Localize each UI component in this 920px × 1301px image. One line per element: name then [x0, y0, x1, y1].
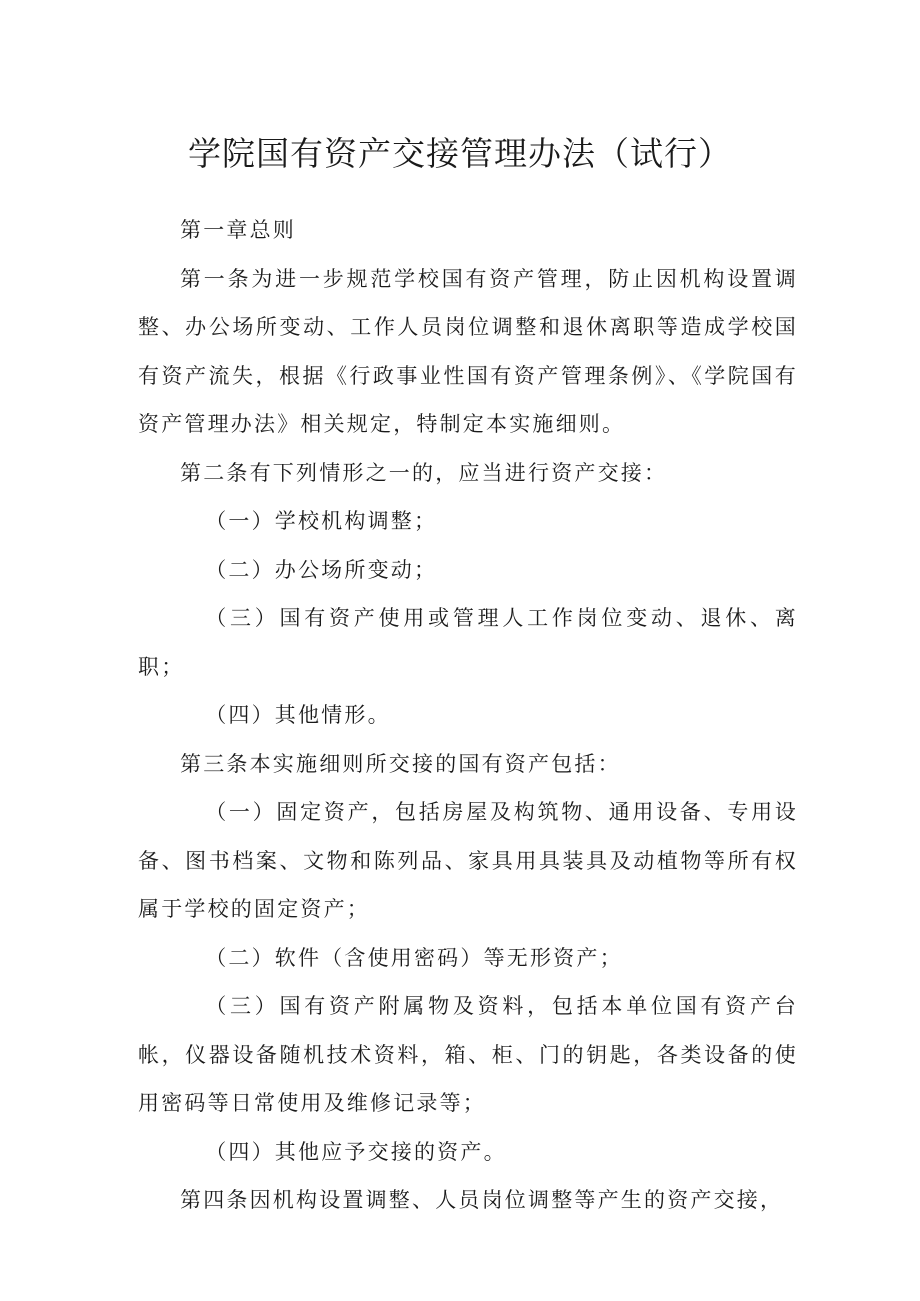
article-3-item-2: （二）软件（含使用密码）等无形资产； [205, 945, 623, 970]
article-4: 第四条因机构设置调整、人员岗位调整等产生的资产交接， [180, 1188, 784, 1212]
document-title: 学院国有资产交接管理办法（试行） [188, 134, 732, 173]
article-2: 第二条有下列情形之一的，应当进行资产交接： [180, 460, 668, 485]
article-3-item-3: （三）国有资产附属物及资料，包括本单位国有资产台帐，仪器设备随机技术资料，箱、柜、门的钥匙，各类设备的使用密码等日常使用及维修记录等； [138, 994, 798, 1115]
article-3: 第三条本实施细则所交接的国有资产包括： [180, 751, 621, 776]
article-2-item-4: （四）其他情形。 [205, 703, 391, 727]
chapter-heading: 第一章总则 [180, 218, 296, 242]
article-2-item-1: （一）学校机构调整； [205, 509, 438, 533]
article-2-item-3: （三）国有资产使用或管理人工作岗位变动、退休、离职； [138, 606, 798, 679]
document-body [138, 206, 798, 1225]
article-3-item-1: （一）固定资产，包括房屋及构筑物、通用设备、专用设备、图书档案、文物和陈列品、家具用具装具及动植物等所有权属于学校的固定资产； [138, 800, 798, 921]
article-2-item-2: （二）办公场所变动； [205, 557, 438, 582]
article-1: 第一条为进一步规范学校国有资产管理，防止因机构设置调整、办公场所变动、工作人员岗位调整和退休离职等造成学校国有资产流失，根据《行政事业性国有资产管理条例》、《学院国有资产管理办法》相关规定，特制定本实施细则。 [138, 266, 798, 436]
article-3-item-4: （四）其他应予交接的资产。 [205, 1139, 507, 1164]
